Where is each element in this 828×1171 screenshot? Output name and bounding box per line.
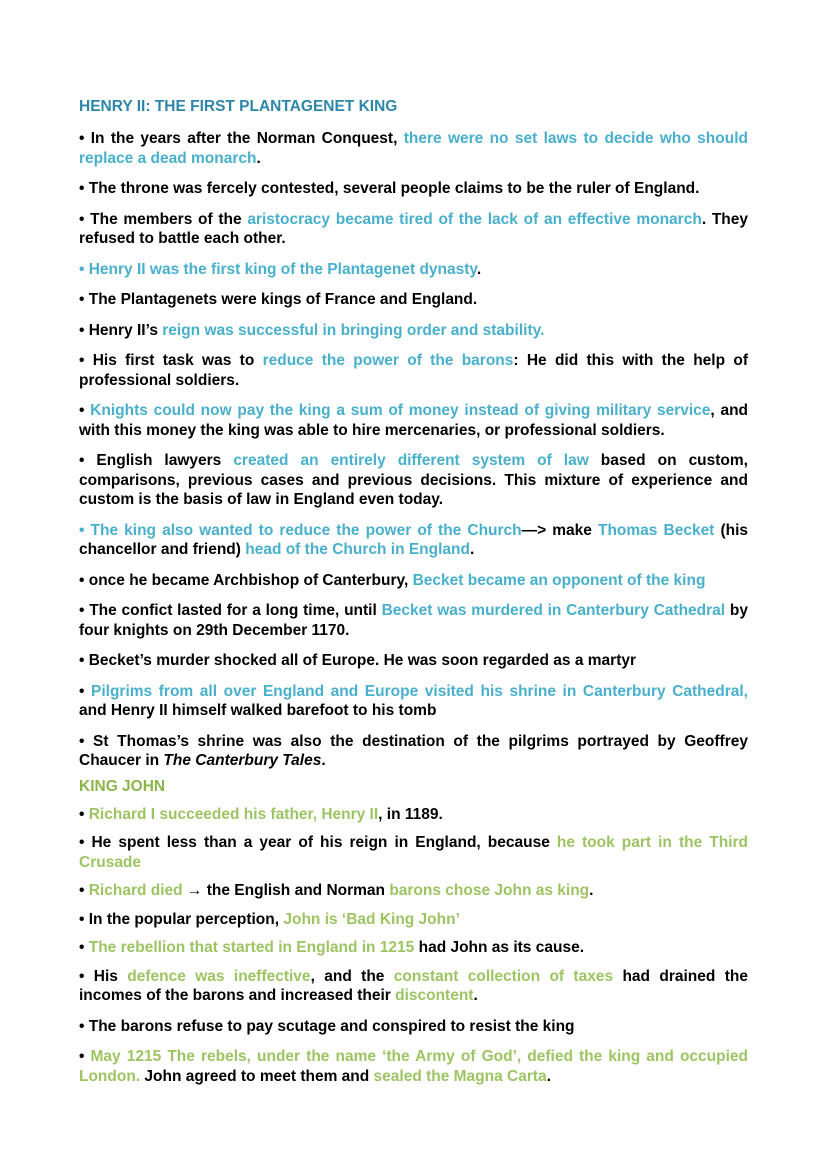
text-run: . [321,752,326,769]
paragraph-john-5 [79,938,748,958]
text-run: (his chancellor and friend) [79,521,748,558]
paragraph-henry-6 [79,321,748,341]
text-run: : He did this with the help of professional soldiers. [79,352,749,389]
highlight-text: Richard I succeeded his father, Henry II [88,805,379,823]
highlight-text: sealed the Magna Carta [373,1067,547,1085]
text-run: • [79,682,92,700]
text-run: • [79,805,89,823]
paragraph-henry-9 [79,451,748,510]
paragraph-henry-5: • The Plantagenets were kings of France and England. [79,291,478,308]
text-run: . [473,987,478,1004]
highlight-text: Thomas Becket [598,521,715,539]
text-run: • [79,402,91,419]
text-run: • The confict lasted for a long time, until [79,602,382,619]
highlight-text: Knights could now pay the king a sum of money instead of giving military service [90,402,711,419]
text-run: • His [79,967,128,985]
highlight-text: The rebellion that started in England in 1215 [88,939,415,956]
text-run: and Henry II himself walked barefoot to his tomb [79,702,437,719]
text-run: . [546,1067,551,1085]
highlight-text: there were no set laws to decide who should replace a dead monarch [79,130,748,167]
paragraph-john-3 [79,881,748,901]
text-run: John agreed to meet them and [140,1067,374,1085]
text-run: had John as its cause. [414,939,584,956]
highlight-text: Becket was murdered in Canterbury Cathedral [381,602,726,619]
paragraph-henry-11 [79,571,748,591]
text-run: . [469,541,475,558]
text-run: • He spent less than a year of his reign in England, because [79,834,557,851]
document-page [79,98,748,1097]
paragraph-henry-13: • Becket’s murder shocked all of Europe. He was soon regarded as a martyr [79,652,637,669]
highlight-text: discontent [395,987,474,1004]
highlight-text: • The king also wanted to reduce the power of the Church [79,521,522,539]
highlight-text: John is ‘Bad King John’ [283,910,460,928]
paragraph-henry-12 [79,601,748,640]
highlight-text: aristocracy became tired of the lack of an effective monarch [247,210,702,228]
book-title: The Canterbury Tales [163,752,322,769]
section-heading-henry-ii: HENRY II: THE FIRST PLANTAGENET KING [79,98,398,115]
text-run: • The members of the [79,210,248,228]
paragraph-henry-3 [79,210,748,249]
highlight-text: constant collection of taxes [393,967,614,985]
paragraph-henry-7 [79,351,748,390]
text-run: . They refused to battle each other. [79,210,748,247]
highlight-text: he took part in the Third Crusade [79,834,749,871]
paragraph-henry-4 [79,260,748,280]
text-run: • [79,882,89,899]
paragraph-john-4 [79,910,748,930]
highlight-text: reign was successful in bringing order and stability. [162,321,545,339]
highlight-text: head of the Church in England [245,541,470,558]
text-run: —> make [521,521,598,539]
text-run: , in 1189. [378,805,443,823]
text-run: → the English and Norman [182,882,390,899]
paragraph-henry-10 [79,521,748,560]
text-run: • Henry II’s [79,321,163,339]
section-heading-king-john: KING JOHN [79,777,166,795]
text-run: • English lawyers [79,452,234,469]
highlight-text: created an entirely different system of law [233,452,589,469]
highlight-text: reduce the power of the barons [262,352,514,369]
highlight-text: Pilgrims from all over England and Europe visited his shrine in Canterbury Cathedral, [91,682,748,700]
paragraph-henry-1 [79,129,748,168]
paragraph-henry-15 [79,732,748,771]
highlight-text: barons chose John as king [389,882,590,899]
paragraph-john-7: • The barons refuse to pay scutage and conspired to resist the king [79,1017,575,1035]
highlight-text: Becket became an opponent of the king [412,571,706,589]
paragraph-henry-14 [79,682,748,721]
paragraph-john-1 [79,805,748,825]
text-run: . [476,260,482,278]
text-run: • [79,1048,91,1065]
paragraph-john-2 [79,833,748,872]
paragraph-henry-2: • The throne was fercely contested, several people claims to be the ruler of England. [79,180,700,197]
highlight-text: Richard died [88,882,183,899]
paragraph-henry-8 [79,401,748,440]
text-run: , and with this money the king was able to hire mercenaries, or professional soldiers. [79,402,749,439]
text-run: . [256,149,261,167]
text-run: had drained the incomes of the barons and increased their [79,967,748,1004]
text-run: based on custom, comparisons, previous cases and previous decisions. This mixture of experience and custom is the basis of law in England even today. [79,452,748,508]
paragraph-john-8 [79,1047,748,1086]
text-run: • [79,939,89,956]
text-run: . [589,882,594,899]
text-run: • St Thomas’s shrine was also the destination of the pilgrims portrayed by Geoffrey Chaucer in [79,732,748,769]
highlight-text: defence was ineffective [127,967,311,985]
text-run: • In the popular perception, [79,910,284,928]
text-run: , and the [310,967,394,985]
text-run: • His first task was to [79,352,263,369]
paragraph-john-6 [79,967,748,1006]
highlight-text: • Henry II was the first king of the Plantagenet dynasty [79,260,477,278]
highlight-text: May 1215 The rebels, under the name ‘the Army of God’, defied the king and occupied London. [79,1048,748,1085]
text-run: • once he became Archbishop of Canterbury, [79,571,413,589]
text-run: • In the years after the Norman Conquest, [79,130,404,147]
text-run: by four knights on 29th December 1170. [79,602,748,639]
